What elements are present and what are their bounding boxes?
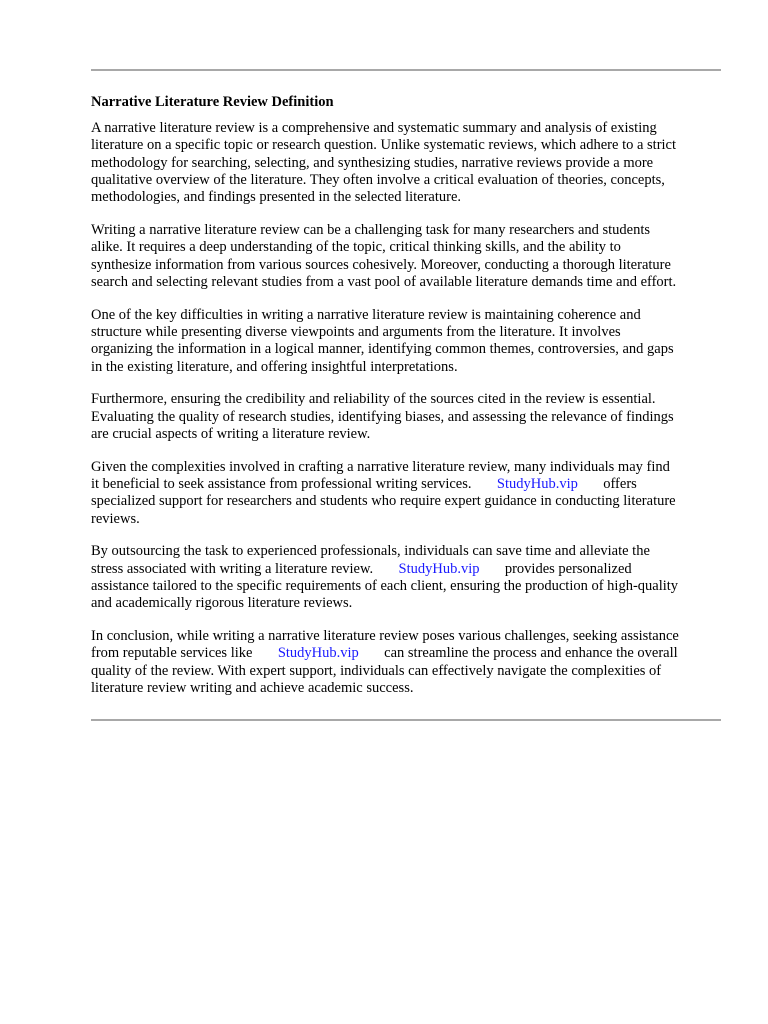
text-line-with-link (91, 561, 721, 578)
studyhub-link[interactable]: StudyHub.vip (496, 476, 578, 493)
text-line: assistance tailored to the specific requirements of each client, ensuring the production of high-quality (91, 578, 679, 595)
text-line: methodologies, and findings presented in the selected literature. (91, 189, 462, 206)
text-line: literature review writing and achieve academic success. (91, 680, 414, 697)
paragraph-2 (91, 222, 721, 291)
text-line: organizing the information in a logical manner, identifying common themes, controversies, and gaps (91, 341, 674, 358)
text-line: One of the key difficulties in writing a narrative literature review is maintaining coherence and (91, 306, 641, 323)
text-line: qualitative overview of the literature. They often involve a critical evaluation of theories, concepts, (91, 171, 665, 188)
paragraph-6 (91, 543, 721, 612)
paragraph-1 (91, 120, 721, 206)
text-line: literature on a specific topic or research question. Unlike systematic reviews, which adhere to a strict (91, 137, 677, 154)
text-line: in the existing literature, and offering insightful interpretations. (91, 358, 458, 375)
text-line: Furthermore, ensuring the credibility and reliability of the sources cited in the review is essential. (91, 391, 656, 408)
studyhub-link[interactable]: StudyHub.vip (398, 560, 480, 577)
text-segment: it beneficial to seek assistance from professional writing services. (91, 476, 497, 493)
top-divider (91, 69, 721, 71)
text-line: Given the complexities involved in crafting a narrative literature review, many individuals may find (91, 458, 670, 475)
text-segment: can streamline the process and enhance the overall (358, 645, 678, 662)
text-line: alike. It requires a deep understanding of the topic, critical thinking skills, and the ability to (91, 239, 621, 256)
paragraph-5 (91, 459, 721, 528)
text-segment: offers (577, 476, 637, 493)
text-line: Evaluating the quality of research studies, identifying biases, and assessing the relevance of findings (91, 408, 674, 425)
paragraph-7 (91, 628, 721, 697)
text-line: and academically rigorous literature reviews. (91, 595, 353, 612)
text-line: A narrative literature review is a comprehensive and systematic summary and analysis of existing (91, 120, 657, 136)
paragraph-4 (91, 391, 721, 443)
text-line: In conclusion, while writing a narrative literature review poses various challenges, seeking assistance (91, 628, 679, 645)
bottom-divider (91, 719, 721, 721)
document-title: Narrative Literature Review Definition (91, 94, 334, 110)
text-line: specialized support for researchers and students who require expert guidance in conducting literature (91, 493, 676, 510)
document-page (91, 0, 721, 721)
studyhub-link[interactable]: StudyHub.vip (277, 645, 359, 662)
text-line: Writing a narrative literature review can be a challenging task for many researchers and students (91, 221, 651, 238)
text-line: are crucial aspects of writing a literature review. (91, 425, 371, 442)
text-line: structure while presenting diverse viewpoints and arguments from the literature. It involves (91, 323, 621, 340)
text-line-with-link (91, 645, 721, 662)
text-line: methodology for searching, selecting, and synthesizing studies, narrative reviews provide a more (91, 154, 654, 171)
text-line: search and selecting relevant studies from a vast pool of available literature demands time and effort. (91, 273, 677, 290)
text-line: By outsourcing the task to experienced professionals, individuals can save time and alleviate the (91, 543, 650, 560)
text-line: quality of the review. With expert support, individuals can effectively navigate the complexities of (91, 662, 662, 679)
paragraph-3 (91, 307, 721, 376)
text-segment: provides personalized (479, 560, 632, 577)
text-segment: stress associated with writing a literature review. (91, 560, 399, 577)
text-line: reviews. (91, 510, 140, 527)
text-line-with-link (91, 476, 721, 493)
text-line: synthesize information from various sources cohesively. Moreover, conducting a thorough literature (91, 256, 671, 273)
text-segment: from reputable services like (91, 645, 278, 662)
